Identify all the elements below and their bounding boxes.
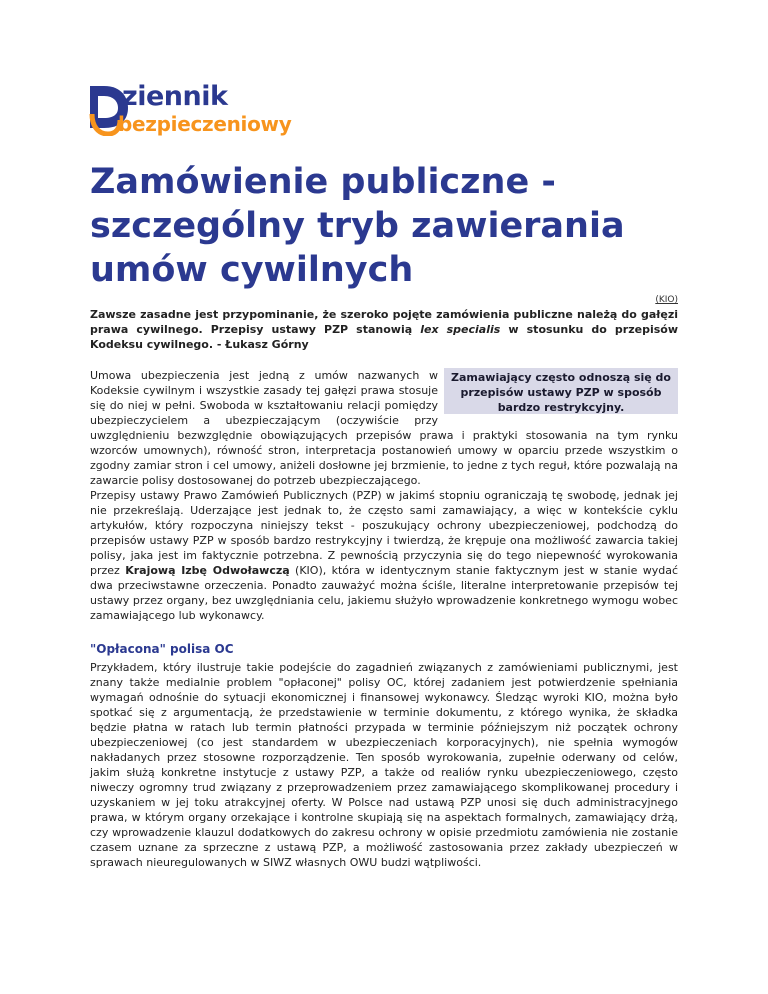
logo-text-top: ziennik: [122, 81, 228, 112]
logo[interactable]: [88, 81, 348, 144]
section-heading: "Opłacona" polisa OC: [90, 642, 234, 656]
lead-text-b: w stosunku do przepisów Kodeksu cywilnego. - Łukasz Górny: [90, 323, 679, 351]
paragraph-2-strong: Krajową Izbę Odwoławczą: [125, 564, 290, 577]
paragraph-3: Przykładem, który ilustruje takie podejście do zagadnień związanych z zamówieniami publicznymi, jest znany także medialnie problem "opłaconej" polisy OC, której zadaniem jest potwierdzenie spełniania wymagań odnośnie do sytuacji ekonomicznej i finansowej wykonawcy. Śledząc wyroki KIO, można było spotkać się z argumentacją, że przedstawienie w terminie dokumentu, z którego wynika, że składka będzie płatna w ratach lub termin płatności przypada w terminie późniejszym niż początek ochrony ubezpieczeniowej (co jest standardem w ubezpieczeniach korporacyjnych), nie spełnia wymogów nakładanych przez stosowne rozporządzenie. Ten sposób wyrokowania, zupełnie oderwany od celów, jakim służą konkretne instytucje z ustawy PZP, a także od realiów rynku ubezpieczeniowego, często niweczy ogromny trud związany z przeprowadzeniem przez zamawiającego skomplikowanej procedury i uzyskaniem w jej toku atrakcyjnej oferty. W Polsce nad ustawą PZP unosi się duch administracyjnego prawa, w którym organy orzekające i kontrolne skupiają się na aspektach formalnych, zamawiający drżą, czy wprowadzenie klauzul dodatkowych do zakresu ochrony w opisie przedmiotu zamówienia nie zostanie czasem uznane za sprzeczne z ustawą PZP, a możliwość zastosowania przez zakłady ubezpieczeń w sprawach nieuregulowanych w SIWZ własnych OWU budzi wątpliwości.: [90, 661, 678, 869]
source-link-kio[interactable]: (KIO): [655, 295, 678, 305]
logo-text-bottom: bezpieczeniowy: [118, 112, 292, 136]
paragraph-1-text: Umowa ubezpieczenia jest jedną z umów nazwanych w Kodeksie cywilnym i wszystkie zasady tej gałęzi prawa stosuje się do niej w pełni. Swoboda w kształtowaniu relacji pomiędzy ubezpieczycielem a ubezpieczającym (oczywiście przy uwzględnieniu bezwzględnie obowiązujących przepisów prawa i praktyki stosowania na tym rynku wzorców umownych), równość stron, interpretacja postanowień umowy w oparciu przede wszystkim o zgodny zamiar stron i cel umowy, aniżeli dosłowne jej brzmienie, to jedne z tych reguł, które pozwalają na zawarcie polisy dostosowanej do potrzeb ubezpieczającego.: [90, 369, 678, 487]
paragraph-2-text-a: Przepisy ustawy Prawo Zamówień Publicznych (PZP) w jakimś stopniu ograniczają tę swobodę, jednak jej nie przekreślają. Uderzające jest jednak to, że często sami zamawiający, a więc w kontekście cyklu artykułów, który rozpoczyna niniejszy tekst - poszukujący ochrony ubezpieczeniowej, podchodzą do przepisów ustawy PZP w sposób bardzo restrykcyjny i twierdzą, że krępuje ona możliwość zawarcia takiej polisy, jaka jest im faktycznie potrzebna. Z pewnością przyczynia się do tego niepewność wyrokowania przez: [90, 489, 678, 577]
article-title: Zamówienie publiczne - szczególny tryb zawierania umów cywilnych: [90, 162, 625, 290]
lead-emphasis: lex specialis: [420, 323, 501, 336]
paragraph-2: [90, 488, 678, 623]
pull-quote: Zamawiający często odnoszą się do przepisów ustawy PZP w sposób bardzo restrykcyjny.: [444, 368, 678, 414]
article-body: [90, 368, 678, 623]
paragraph-1: [90, 368, 678, 488]
article-lead: [90, 307, 678, 352]
paragraph-2-text-b: (KIO), która w identycznym stanie faktycznym jest w stanie wydać dwa przeciwstawne orzeczenia. Ponadto zauważyć można ściśle, literalne interpretowanie przepisów tej ustawy przez organy, bez uwzględniania celu, jakiemu służyło wprowadzenie konkretnego wymogu wobec zamawiającego lub wykonawcy.: [90, 564, 678, 622]
lead-text-a: Zawsze zasadne jest przypominanie, że szeroko pojęte zamówienia publiczne należą do gałęzi prawa cywilnego. Przepisy ustawy PZP stanowią: [90, 308, 678, 336]
